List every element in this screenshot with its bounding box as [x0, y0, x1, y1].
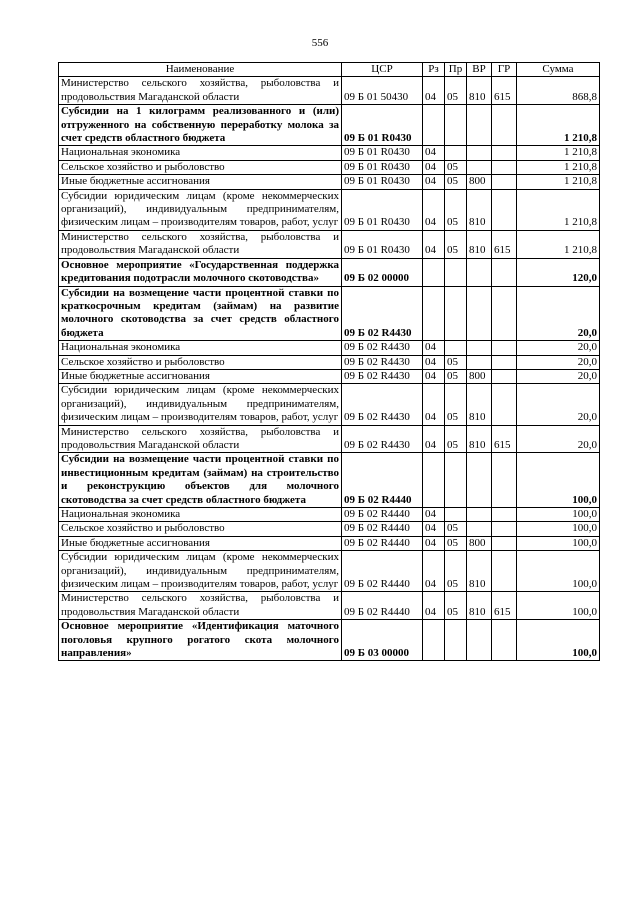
cell-sum: 1 210,8	[517, 175, 600, 189]
cell-gr	[492, 508, 517, 522]
cell-vr: 810	[467, 551, 492, 592]
column-header-csr: ЦСР	[342, 63, 423, 77]
table-row	[59, 286, 600, 341]
cell-csr: 09 Б 02 R4430	[342, 369, 423, 383]
cell-sum: 20,0	[517, 384, 600, 425]
cell-rz: 04	[423, 425, 445, 453]
cell-gr	[492, 146, 517, 160]
cell-sum: 100,0	[517, 508, 600, 522]
cell-sum: 100,0	[517, 551, 600, 592]
table-row	[59, 77, 600, 105]
cell-csr: 09 Б 02 R4430	[342, 355, 423, 369]
cell-name: Иные бюджетные ассигнования	[59, 369, 342, 383]
table-row	[59, 146, 600, 160]
cell-sum: 20,0	[517, 355, 600, 369]
cell-rz	[423, 258, 445, 286]
table-row	[59, 592, 600, 620]
cell-rz: 04	[423, 160, 445, 174]
cell-sum: 868,8	[517, 77, 600, 105]
cell-rz	[423, 453, 445, 508]
cell-name: Субсидии юридическим лицам (кроме некоммерческих организаций), индивидуальным предпринимателям, физическим лицам – производителям товаров, работ, услуг	[59, 551, 342, 592]
cell-gr: 615	[492, 425, 517, 453]
table-row	[59, 551, 600, 592]
cell-gr	[492, 369, 517, 383]
cell-sum: 100,0	[517, 536, 600, 550]
cell-csr: 09 Б 01 R0430	[342, 189, 423, 230]
cell-vr	[467, 453, 492, 508]
cell-pr	[445, 620, 467, 661]
cell-pr	[445, 453, 467, 508]
cell-name: Иные бюджетные ассигнования	[59, 175, 342, 189]
cell-name: Субсидии на возмещение части процентной ставки по краткосрочным кредитам (займам) на развитие молочного скотоводства за счет средств областного бюджета	[59, 286, 342, 341]
cell-pr: 05	[445, 189, 467, 230]
cell-name: Субсидии юридическим лицам (кроме некоммерческих организаций), индивидуальным предпринимателям, физическим лицам – производителям товаров, работ, услуг	[59, 384, 342, 425]
cell-gr	[492, 175, 517, 189]
cell-vr	[467, 341, 492, 355]
cell-pr	[445, 508, 467, 522]
cell-gr	[492, 286, 517, 341]
column-header-sum: Сумма	[517, 63, 600, 77]
cell-vr	[467, 522, 492, 536]
cell-sum: 20,0	[517, 369, 600, 383]
cell-pr	[445, 258, 467, 286]
cell-csr: 09 Б 01 R0430	[342, 105, 423, 146]
cell-csr: 09 Б 03 00000	[342, 620, 423, 661]
cell-csr: 09 Б 02 R4440	[342, 522, 423, 536]
cell-vr: 800	[467, 175, 492, 189]
cell-vr: 810	[467, 77, 492, 105]
cell-rz: 04	[423, 551, 445, 592]
cell-pr: 05	[445, 536, 467, 550]
cell-gr	[492, 384, 517, 425]
cell-name: Субсидии юридическим лицам (кроме некоммерческих организаций), индивидуальным предпринимателям, физическим лицам – производителям товаров, работ, услуг	[59, 189, 342, 230]
cell-sum: 20,0	[517, 425, 600, 453]
cell-gr	[492, 160, 517, 174]
cell-gr	[492, 551, 517, 592]
cell-name: Национальная экономика	[59, 341, 342, 355]
cell-rz: 04	[423, 230, 445, 258]
cell-vr	[467, 286, 492, 341]
cell-gr	[492, 341, 517, 355]
table-row	[59, 522, 600, 536]
cell-pr	[445, 286, 467, 341]
table-row	[59, 384, 600, 425]
cell-rz: 04	[423, 384, 445, 425]
cell-name: Национальная экономика	[59, 508, 342, 522]
cell-vr	[467, 105, 492, 146]
cell-csr: 09 Б 02 R4440	[342, 453, 423, 508]
cell-gr	[492, 189, 517, 230]
table-row	[59, 536, 600, 550]
cell-csr: 09 Б 02 R4430	[342, 286, 423, 341]
cell-sum: 100,0	[517, 592, 600, 620]
cell-vr	[467, 146, 492, 160]
cell-vr	[467, 258, 492, 286]
cell-vr: 800	[467, 369, 492, 383]
cell-sum: 1 210,8	[517, 160, 600, 174]
table-row	[59, 189, 600, 230]
cell-vr	[467, 160, 492, 174]
column-header-rz: Рз	[423, 63, 445, 77]
cell-pr: 05	[445, 522, 467, 536]
cell-csr: 09 Б 02 R4440	[342, 536, 423, 550]
cell-name: Субсидии на возмещение части процентной ставки по инвестиционным кредитам (займам) на строительство и реконструкцию объектов для молочного скотоводства за счет средств областного бюджета	[59, 453, 342, 508]
header-row	[59, 63, 600, 77]
table-row	[59, 258, 600, 286]
cell-sum: 100,0	[517, 453, 600, 508]
cell-name: Основное мероприятие «Государственная поддержка кредитования подотрасли молочного скотоводства»	[59, 258, 342, 286]
cell-csr: 09 Б 01 50430	[342, 77, 423, 105]
cell-rz: 04	[423, 369, 445, 383]
cell-vr	[467, 620, 492, 661]
table-row	[59, 230, 600, 258]
cell-sum: 20,0	[517, 341, 600, 355]
cell-gr	[492, 522, 517, 536]
cell-vr	[467, 508, 492, 522]
cell-gr	[492, 258, 517, 286]
cell-name: Министерство сельского хозяйства, рыболовства и продовольствия Магаданской области	[59, 230, 342, 258]
table-row	[59, 160, 600, 174]
table-row	[59, 369, 600, 383]
cell-name: Субсидии на 1 килограмм реализованного и (или) отгруженного на собственную переработку молока за счет средств областного бюджета	[59, 105, 342, 146]
cell-rz	[423, 105, 445, 146]
column-header-pr: Пр	[445, 63, 467, 77]
cell-pr	[445, 341, 467, 355]
cell-pr: 05	[445, 369, 467, 383]
cell-rz: 04	[423, 341, 445, 355]
cell-gr	[492, 105, 517, 146]
cell-rz: 04	[423, 592, 445, 620]
cell-name: Сельское хозяйство и рыболовство	[59, 355, 342, 369]
cell-pr: 05	[445, 551, 467, 592]
cell-csr: 09 Б 02 R4430	[342, 341, 423, 355]
cell-vr: 810	[467, 592, 492, 620]
cell-csr: 09 Б 01 R0430	[342, 146, 423, 160]
cell-pr: 05	[445, 355, 467, 369]
cell-vr: 810	[467, 384, 492, 425]
cell-vr: 800	[467, 536, 492, 550]
cell-rz: 04	[423, 522, 445, 536]
table-row	[59, 105, 600, 146]
cell-name: Министерство сельского хозяйства, рыболовства и продовольствия Магаданской области	[59, 425, 342, 453]
cell-gr	[492, 453, 517, 508]
cell-gr	[492, 536, 517, 550]
cell-rz: 04	[423, 508, 445, 522]
cell-csr: 09 Б 02 R4440	[342, 508, 423, 522]
column-header-vr: ВР	[467, 63, 492, 77]
cell-pr: 05	[445, 384, 467, 425]
table-row	[59, 175, 600, 189]
cell-csr: 09 Б 02 00000	[342, 258, 423, 286]
cell-name: Министерство сельского хозяйства, рыболовства и продовольствия Магаданской области	[59, 592, 342, 620]
cell-rz: 04	[423, 146, 445, 160]
cell-rz	[423, 286, 445, 341]
cell-sum: 100,0	[517, 522, 600, 536]
cell-gr: 615	[492, 77, 517, 105]
cell-pr: 05	[445, 230, 467, 258]
cell-pr: 05	[445, 592, 467, 620]
cell-name: Министерство сельского хозяйства, рыболовства и продовольствия Магаданской области	[59, 77, 342, 105]
cell-sum: 1 210,8	[517, 146, 600, 160]
cell-name: Национальная экономика	[59, 146, 342, 160]
cell-rz	[423, 620, 445, 661]
cell-sum: 20,0	[517, 286, 600, 341]
cell-name: Основное мероприятие «Идентификация маточного поголовья крупного рогатого скота молочного направления»	[59, 620, 342, 661]
cell-csr: 09 Б 01 R0430	[342, 230, 423, 258]
cell-csr: 09 Б 01 R0430	[342, 175, 423, 189]
cell-rz: 04	[423, 536, 445, 550]
budget-table	[58, 62, 600, 661]
cell-vr: 810	[467, 230, 492, 258]
cell-vr: 810	[467, 189, 492, 230]
cell-pr: 05	[445, 77, 467, 105]
cell-sum: 1 210,8	[517, 105, 600, 146]
cell-csr: 09 Б 02 R4430	[342, 384, 423, 425]
cell-sum: 100,0	[517, 620, 600, 661]
cell-csr: 09 Б 01 R0430	[342, 160, 423, 174]
cell-sum: 120,0	[517, 258, 600, 286]
cell-name: Сельское хозяйство и рыболовство	[59, 522, 342, 536]
cell-rz: 04	[423, 355, 445, 369]
cell-sum: 1 210,8	[517, 230, 600, 258]
table-row	[59, 355, 600, 369]
cell-csr: 09 Б 02 R4430	[342, 425, 423, 453]
cell-pr	[445, 146, 467, 160]
column-header-gr: ГР	[492, 63, 517, 77]
table-row	[59, 425, 600, 453]
column-header-name: Наименование	[59, 63, 342, 77]
cell-pr: 05	[445, 160, 467, 174]
cell-pr	[445, 105, 467, 146]
cell-pr: 05	[445, 175, 467, 189]
table-row	[59, 341, 600, 355]
cell-csr: 09 Б 02 R4440	[342, 592, 423, 620]
cell-vr	[467, 355, 492, 369]
cell-pr: 05	[445, 425, 467, 453]
cell-vr: 810	[467, 425, 492, 453]
cell-rz: 04	[423, 77, 445, 105]
page-number: 556	[311, 37, 329, 49]
cell-name: Иные бюджетные ассигнования	[59, 536, 342, 550]
cell-gr: 615	[492, 592, 517, 620]
cell-gr: 615	[492, 230, 517, 258]
cell-gr	[492, 355, 517, 369]
table-row	[59, 453, 600, 508]
table-row	[59, 508, 600, 522]
cell-sum: 1 210,8	[517, 189, 600, 230]
cell-gr	[492, 620, 517, 661]
table-row	[59, 620, 600, 661]
cell-rz: 04	[423, 175, 445, 189]
cell-csr: 09 Б 02 R4440	[342, 551, 423, 592]
cell-rz: 04	[423, 189, 445, 230]
cell-name: Сельское хозяйство и рыболовство	[59, 160, 342, 174]
